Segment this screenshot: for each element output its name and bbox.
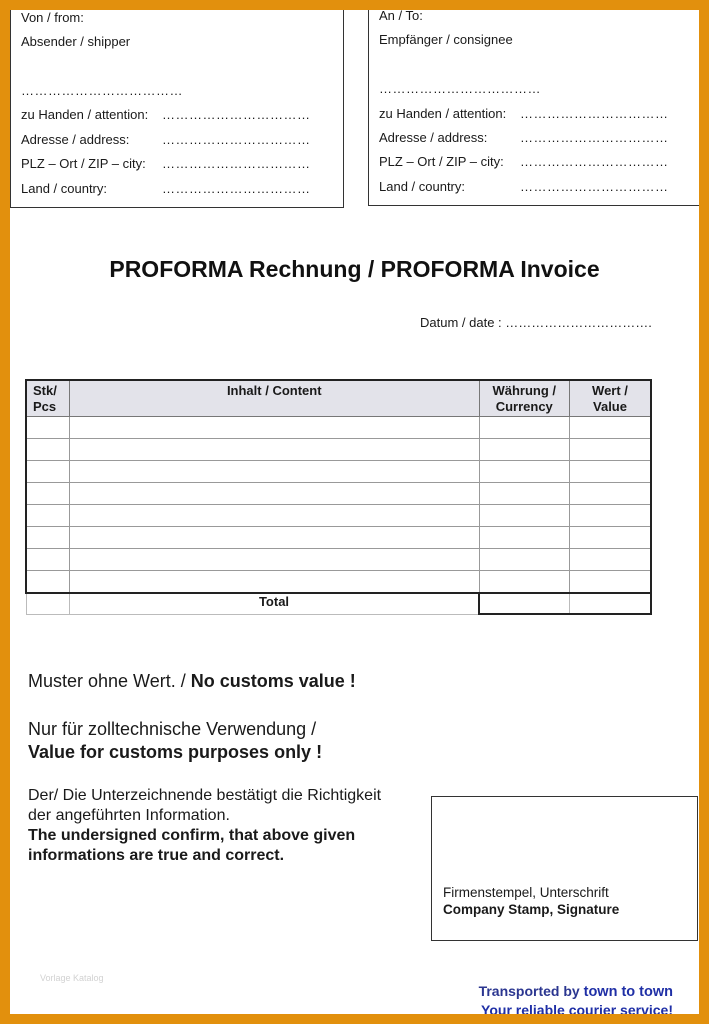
stamp-signature-box[interactable] [431, 796, 698, 941]
header-value: Wert / Value [570, 380, 652, 417]
footer-slogan: Your reliable courier service! [481, 1002, 673, 1014]
recipient-address-dots[interactable]: …………………………… [520, 130, 669, 145]
table-header-row [26, 380, 651, 417]
no-customs-value-note: Muster ohne Wert. / No customs value ! [28, 671, 356, 691]
date-row [420, 315, 652, 330]
sender-box [10, 10, 344, 208]
recipient-country-dots[interactable]: …………………………… [520, 179, 669, 194]
recipient-box [368, 10, 699, 206]
sender-address-dots[interactable]: …………………………… [162, 132, 311, 147]
customs-purpose-note: Nur für zolltechnische Verwendung / Value for customs purposes only ! [28, 719, 323, 762]
sender-name-dots[interactable]: ……………………………… [21, 83, 183, 98]
sender-country-dots[interactable]: …………………………… [162, 181, 311, 196]
footer-transported-by: Transported by town to town [478, 983, 673, 1000]
sender-city-label: PLZ – Ort / ZIP – city: [21, 156, 146, 171]
recipient-attention-label: zu Handen / attention: [379, 106, 507, 121]
items-table [25, 379, 652, 615]
stamp-label-de: Firmenstempel, Unterschrift [443, 885, 609, 900]
sender-country-label: Land / country: [21, 181, 107, 196]
table-row [26, 417, 651, 439]
sender-attention-dots[interactable]: …………………………… [162, 107, 311, 122]
sender-attention-label: zu Handen / attention: [21, 107, 149, 122]
table-row [26, 527, 651, 549]
recipient-address-label: Adresse / address: [379, 130, 488, 145]
date-dots[interactable]: ……………………………. [505, 315, 652, 330]
confirmation-note: Der/ Die Unterzeichnende bestätigt die Richtigkeit der angeführten Information. The undersigned confirm, that above given informations are true and correct. [28, 787, 382, 864]
date-label: Datum / date : [420, 315, 502, 330]
stamp-label-en: Company Stamp, Signature [443, 902, 620, 917]
sender-heading: Von / from: [21, 10, 84, 25]
header-content: Inhalt / Content [70, 380, 480, 417]
recipient-name-dots[interactable]: ……………………………… [379, 81, 541, 96]
sender-address-label: Adresse / address: [21, 132, 130, 147]
header-currency: Währung / Currency [479, 380, 570, 417]
total-label: Total [70, 593, 480, 614]
recipient-city-label: PLZ – Ort / ZIP – city: [379, 154, 504, 169]
recipient-attention-dots[interactable]: …………………………… [520, 106, 669, 121]
total-row [26, 593, 651, 614]
footer-brand: town to town [583, 984, 673, 1000]
watermark: Vorlage Katalog [40, 973, 104, 983]
table-row [26, 483, 651, 505]
recipient-subheading: Empfänger / consignee [379, 32, 513, 47]
table-row [26, 571, 651, 594]
table-row [26, 549, 651, 571]
invoice-sheet [10, 10, 699, 1014]
page-title: PROFORMA Rechnung / PROFORMA Invoice [109, 256, 600, 282]
sender-city-dots[interactable]: …………………………… [162, 156, 311, 171]
total-currency-cell[interactable] [479, 593, 570, 614]
table-row [26, 505, 651, 527]
table-row [26, 439, 651, 461]
header-pcs: Stk/ Pcs [26, 380, 70, 417]
recipient-heading: An / To: [379, 10, 423, 23]
total-value-cell[interactable] [570, 593, 652, 614]
recipient-country-label: Land / country: [379, 179, 465, 194]
table-row [26, 461, 651, 483]
sender-subheading: Absender / shipper [21, 34, 131, 49]
recipient-city-dots[interactable]: …………………………… [520, 154, 669, 169]
